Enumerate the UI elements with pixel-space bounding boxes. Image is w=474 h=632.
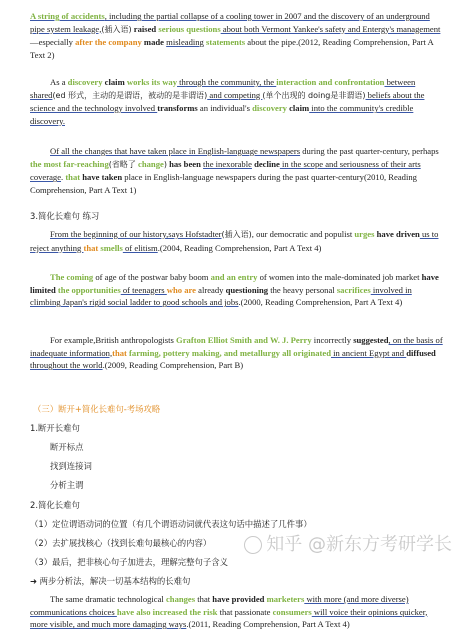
list-item: （1）定位谓语动词的位置（有几个谓语动词就代表这句话中描述了几件事） <box>30 519 312 529</box>
annotation: ) <box>163 159 167 169</box>
phrase: claim <box>286 103 310 114</box>
phrase: that <box>83 242 99 253</box>
phrase: decline <box>251 158 280 169</box>
practice-paragraph-1 <box>30 228 444 254</box>
phrase: interaction and confrontation <box>276 77 385 87</box>
example-paragraph-2 <box>30 76 444 127</box>
section-heading-strategy: （三）断开+简化长难句-考场攻略 <box>33 404 161 414</box>
phrase: about both Vermont Yankee's safety and Entergy's management <box>220 23 441 34</box>
phrase: .(2000, Reading Comprehension, Part A Text 4) <box>238 297 403 308</box>
phrase: .(2004, Reading Comprehension, Part A Text 4) <box>157 242 322 253</box>
phrase: misleading <box>166 37 204 48</box>
phrase: For example,British anthropologists <box>50 335 177 345</box>
phrase: , on the basis of inadequate information, <box>30 335 443 358</box>
annotation: (插入语) <box>221 230 252 239</box>
phrase: have limited <box>30 272 439 295</box>
phrase: —especially <box>30 37 76 48</box>
phrase: throughout the world <box>30 360 103 371</box>
list-item: 分析主谓 <box>50 480 84 490</box>
phrase: that <box>195 594 213 604</box>
phrase: of teenagers <box>120 284 167 295</box>
phrase: consumers <box>272 606 312 617</box>
phrase: questioning <box>225 284 269 295</box>
phrase: .(2009, Reading Comprehension, Part B) <box>102 360 244 371</box>
phrase: As a <box>50 77 68 87</box>
phrase: of age of the postwar baby boom <box>93 272 211 282</box>
phrase: The coming <box>50 272 94 282</box>
list-heading-simplify: 2.简化长难句 <box>30 500 80 510</box>
phrase: the heavy personal <box>268 284 337 295</box>
phrase: passionate <box>232 606 273 617</box>
phrase: The same dramatic technological <box>50 594 166 604</box>
phrase: an individual's <box>197 103 253 114</box>
example-paragraph-3 <box>30 145 444 196</box>
phrase: A string of accidents <box>30 11 105 21</box>
phrase: discovery <box>67 77 103 87</box>
example-paragraph-1 <box>30 10 444 61</box>
phrase: farming, pottery making, and metallurgy all originated <box>126 347 331 358</box>
watermark <box>244 530 452 556</box>
phrase: who are <box>166 284 196 295</box>
practice-paragraph-2 <box>30 271 444 309</box>
phrase: beliefs about the science and the technology involved <box>30 89 425 114</box>
phrase: works its way <box>126 77 178 87</box>
phrase: with more (and more diverse) communications choices <box>30 594 409 617</box>
phrase: the inexorable <box>203 158 252 169</box>
phrase: that <box>217 606 233 617</box>
phrase: the most far-reaching <box>30 158 109 169</box>
phrase: have provided <box>212 594 265 604</box>
phrase: claim <box>102 77 127 87</box>
phrase: the opportunities <box>55 284 121 295</box>
phrase: urges <box>354 229 375 239</box>
phrase: discovery <box>252 103 287 114</box>
phrase: . <box>61 172 66 183</box>
phrase: Of all the changes that have taken place in English-language newspapers <box>50 146 301 156</box>
phrase: and competing <box>207 89 263 100</box>
annotation: (ed 形式，主动的是谓语，被动的是非谓语) <box>52 90 208 100</box>
phrase: changes <box>165 594 196 604</box>
phrase: From the beginning of our history,says Hofstadter <box>50 229 222 239</box>
phrase: statements <box>203 37 246 48</box>
zhihu-logo-icon <box>244 536 262 554</box>
phrase: serious questions <box>158 23 221 34</box>
phrase: have taken <box>80 172 123 183</box>
annotation: (省略了 <box>108 159 136 169</box>
phrase: diffused <box>406 347 436 358</box>
phrase: Grafton Elliot Smith and W. J. Perry <box>176 335 312 345</box>
phrase: involved in climbing Japan's rigid social ladder to good schools and jobs <box>30 284 412 308</box>
phrase: incorrectly <box>311 335 354 345</box>
phrase: will voice their opinions quicker, more visible, and much more damaging ways <box>30 606 428 630</box>
phrase: through the community, the <box>177 77 277 87</box>
practice-heading: 3.简化长难句 练习 <box>30 211 100 221</box>
list-item: 找到连接词 <box>50 461 92 471</box>
phrase: place in English-language newspapers during the past quarter-century(2010, Reading Comprehension, Part A Text 1) <box>30 172 417 195</box>
phrase: that <box>112 347 127 358</box>
list-item: 断开标点 <box>50 442 84 452</box>
phrase: us to reject anything <box>30 229 439 253</box>
phrase: transforms <box>157 103 198 114</box>
list-item-method: ➜ 两步分析法，解决一切基本结构的长难句 <box>30 576 191 586</box>
annotation: (单个出现的 doing是非谓语) <box>262 90 366 100</box>
phrase: that <box>65 172 81 183</box>
phrase: , our democratic and populist <box>251 229 355 239</box>
practice-paragraph-4 <box>30 593 444 631</box>
phrase: in the scope and seriousness of their arts coverage <box>30 158 421 183</box>
phrase: the risk <box>187 606 218 617</box>
list-item: （2）去扩展找核心（找到长难句最核心的内容） <box>30 538 212 548</box>
phrase: after the company <box>75 37 142 48</box>
phrase: has been <box>166 158 204 169</box>
phrase: of elitism <box>122 242 158 253</box>
phrase: about the pipe.(2012, Reading Comprehension, Part A Text 2) <box>30 37 434 60</box>
phrase: , including the partial collapse of a cooling tower in 2007 and the discovery of an underground pipe system leakage, <box>30 11 430 34</box>
phrase: smells <box>98 242 123 253</box>
watermark-text: 知乎 @新东方考研学长 <box>266 534 452 555</box>
practice-paragraph-3 <box>30 334 444 372</box>
phrase: sacrifices <box>336 284 371 295</box>
list-heading-break: 1.断开长难句 <box>30 423 80 433</box>
phrase: have driven <box>374 229 420 239</box>
phrase: of women into the male-dominated job market <box>257 272 422 282</box>
annotation: (插入语) <box>101 24 132 34</box>
phrase: change <box>135 158 164 169</box>
phrase: between shared <box>30 77 416 100</box>
list-item: （3）最后，把非核心句子加进去，理解完整句子含义 <box>30 557 228 567</box>
phrase: during the past quarter-century, perhaps <box>300 146 439 156</box>
phrase: marketers <box>264 594 305 604</box>
phrase: into the community's credible discovery. <box>30 103 414 126</box>
phrase: in ancient Egypt and <box>331 347 407 358</box>
phrase: already <box>195 284 226 295</box>
phrase: made <box>141 37 167 48</box>
phrase: raised <box>131 23 159 34</box>
phrase: .(2011, Reading Comprehension, Part A Text 4) <box>186 619 350 630</box>
phrase: suggested <box>353 335 389 345</box>
phrase: have also increased <box>116 606 188 617</box>
phrase: and an entry <box>210 272 258 282</box>
